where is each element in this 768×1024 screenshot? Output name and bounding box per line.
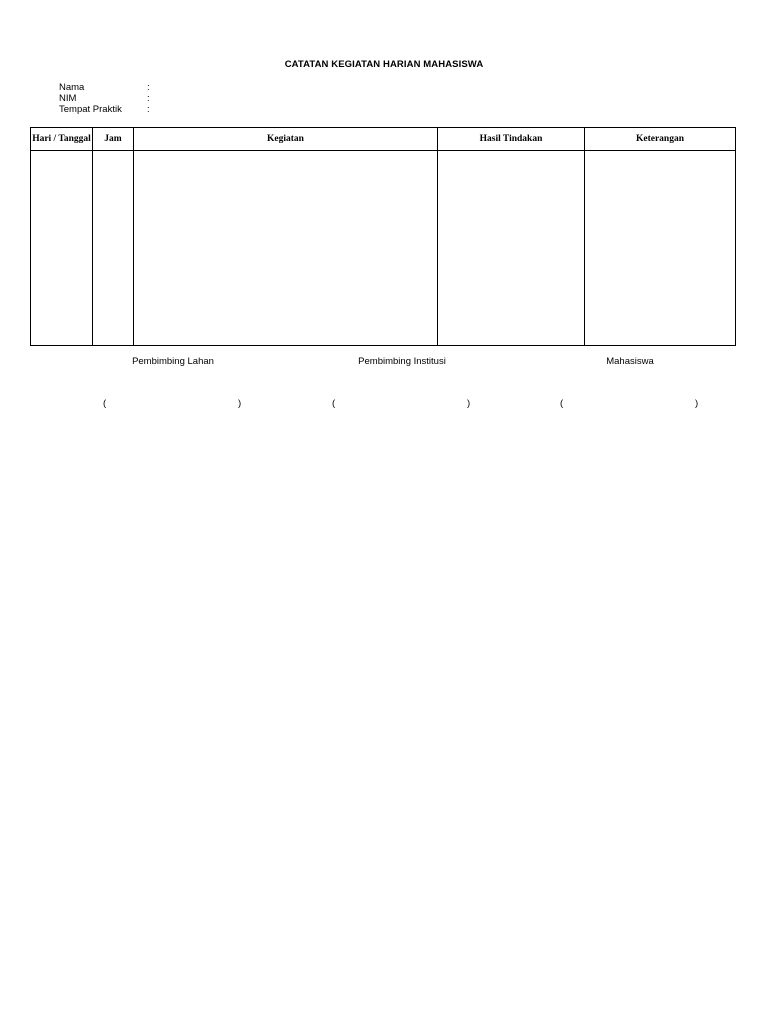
signature-label-pembimbing-institusi: Pembimbing Institusi	[358, 356, 446, 367]
info-colon: :	[147, 82, 150, 93]
cell-kegiatan[interactable]	[134, 151, 438, 346]
info-colon: :	[147, 104, 150, 115]
table-header-row	[31, 128, 736, 151]
column-header-jam: Jam	[93, 128, 134, 151]
activity-log-table	[30, 127, 736, 346]
signature-paren-open: (	[103, 398, 107, 409]
signature-paren-close: )	[238, 398, 242, 409]
signature-paren-open: (	[332, 398, 336, 409]
cell-jam[interactable]	[93, 151, 134, 346]
signature-paren-close: )	[695, 398, 699, 409]
signature-label-mahasiswa: Mahasiswa	[606, 356, 654, 367]
info-label: Tempat Praktik	[59, 104, 122, 115]
signature-paren-close: )	[467, 398, 471, 409]
signature-label-pembimbing-lahan: Pembimbing Lahan	[132, 356, 214, 367]
info-label: Nama	[59, 82, 85, 93]
column-header-kegiatan: Kegiatan	[134, 128, 438, 151]
cell-hari-tanggal[interactable]	[31, 151, 93, 346]
table-row	[31, 151, 736, 346]
column-header-hasil-tindakan: Hasil Tindakan	[438, 128, 585, 151]
column-header-hari-tanggal: Hari / Tanggal	[31, 128, 93, 151]
info-colon: :	[147, 93, 150, 104]
column-header-keterangan: Keterangan	[585, 128, 736, 151]
cell-hasil-tindakan[interactable]	[438, 151, 585, 346]
info-label: NIM	[59, 93, 77, 104]
cell-keterangan[interactable]	[585, 151, 736, 346]
info-row-tempat-praktik	[59, 104, 150, 116]
page-title: CATATAN KEGIATAN HARIAN MAHASISWA	[284, 59, 484, 70]
signature-paren-open: (	[560, 398, 564, 409]
